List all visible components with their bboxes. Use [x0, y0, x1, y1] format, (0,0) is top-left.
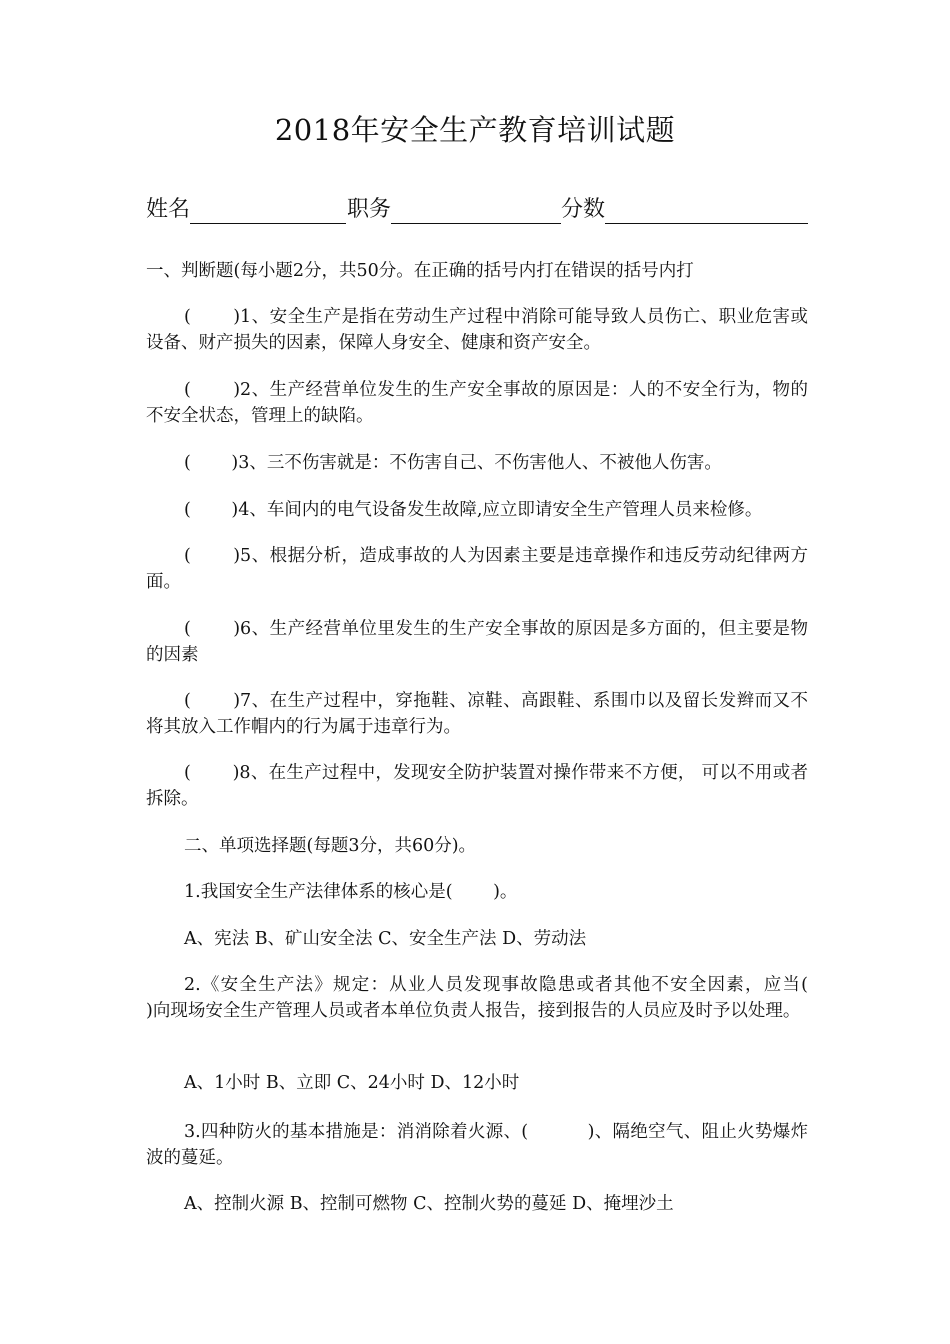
score-blank: [605, 223, 808, 224]
info-fields: [146, 192, 811, 228]
judge-item-1: ( )1、安全生产是指在劳动生产过程中消除可能导致人员伤亡、职业危害或设备、财产损失的因素，保障人身安全、健康和资产安全。: [146, 307, 808, 353]
judge-item-3: ( )3、三不伤害就是：不伤害自己、不伤害他人、不被他人伤害。: [184, 453, 722, 473]
judge-item-4: ( )4、车间内的电气设备发生故障,应立即请安全生产管理人员来检修。: [184, 500, 763, 520]
name-blank: [190, 223, 346, 224]
section1-heading: 一、判断题(每小题2分，共50分。在正确的括号内打在错误的括号内打: [146, 261, 694, 281]
choice-question-3: 3.四种防火的基本措施是：消消除着火源、( )、隔绝空气、阻止火势爆炸波的蔓延。: [146, 1122, 808, 1168]
judge-item-8: ( )8、在生产过程中，发现安全防护装置对操作带来不方便， 可以不用或者拆除。: [146, 763, 808, 809]
judge-item-6: ( )6、生产经营单位里发生的生产安全事故的原因是多方面的，但主要是物的因素: [146, 619, 808, 665]
score-label: 分数: [561, 197, 606, 222]
choice-options-3: A、控制火源 B、控制可燃物 C、控制火势的蔓延 D、掩埋沙土: [184, 1194, 674, 1214]
choice-question-1: 1.我国安全生产法律体系的核心是( )。: [184, 882, 518, 902]
choice-options-1: A、宪法 B、矿山安全法 C、安全生产法 D、劳动法: [184, 929, 587, 949]
choice-question-2: 2.《安全生产法》规定：从业人员发现事故隐患或者其他不安全因素，应当( )向现场安全生产管理人员或者本单位负责人报告，接到报告的人员应及时予以处理。: [146, 975, 849, 1021]
name-label: 姓名: [146, 197, 191, 222]
judge-item-7: ( )7、在生产过程中，穿拖鞋、凉鞋、高跟鞋、系围巾以及留长发辫而又不将其放入工作帽内的行为属于违章行为。: [146, 691, 808, 737]
page-title: 2018年安全生产教育培训试题: [274, 113, 676, 147]
judge-item-5: ( )5、根据分析，造成事故的人为因素主要是违章操作和违反劳动纪律两方面。: [146, 546, 808, 592]
judge-item-2: ( )2、生产经营单位发生的生产安全事故的原因是：人的不安全行为，物的不安全状态，管理上的缺陷。: [146, 380, 808, 426]
position-blank: [391, 223, 561, 224]
position-label: 职务: [347, 197, 392, 222]
section2-heading: 二、单项选择题(每题3分，共60分)。: [184, 836, 477, 856]
choice-options-2: A、1小时 B、立即 C、24小时 D、12小时: [184, 1073, 520, 1093]
